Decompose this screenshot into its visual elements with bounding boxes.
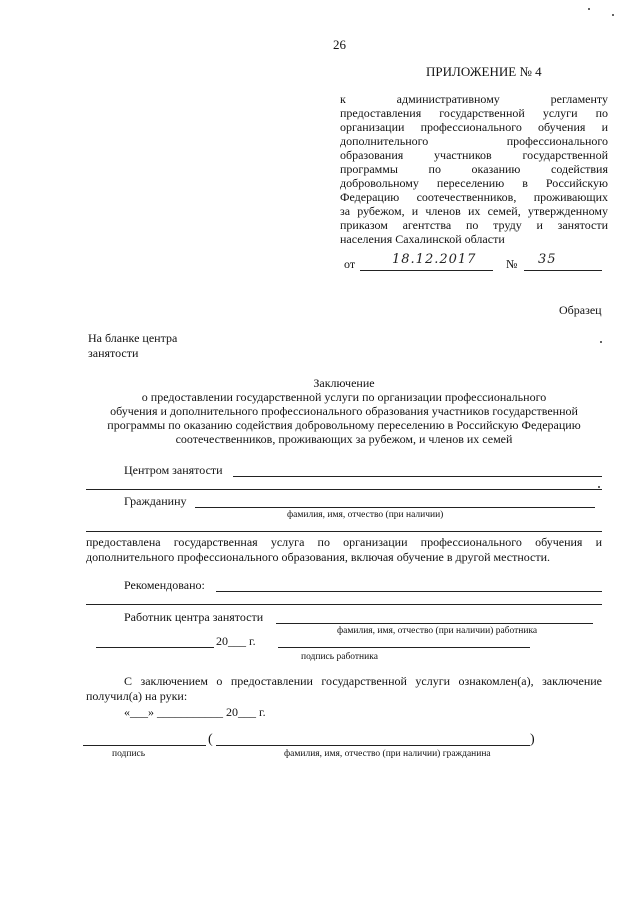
scan-speck bbox=[598, 486, 600, 488]
worker-sign-caption: подпись работника bbox=[301, 652, 378, 662]
worker-year-label: 20___ г. bbox=[216, 634, 256, 648]
from-label: от bbox=[344, 257, 356, 271]
appendix-line: к административному регламенту bbox=[340, 92, 608, 106]
letterhead-line: На бланке центра bbox=[88, 331, 178, 345]
recommended-field-line bbox=[216, 591, 602, 592]
appendix-line: за рубежом, и членов их семей, утвержденному bbox=[340, 204, 608, 218]
ack-line: С заключением о предоставлении государственной услуги ознакомлен(а), заключение bbox=[124, 674, 602, 688]
paren-open: ( bbox=[208, 732, 213, 747]
recommended-label: Рекомендовано: bbox=[124, 578, 205, 592]
conclusion-subtitle bbox=[0, 390, 640, 446]
center-label: Центром занятости bbox=[124, 463, 223, 477]
appendix-line: предоставления государственной услуги по bbox=[340, 106, 608, 120]
body-line: предоставлена государственная услуга по организации профессионального обучения и bbox=[86, 535, 602, 549]
citizen-field-line-2 bbox=[86, 531, 602, 532]
date-underline bbox=[360, 270, 493, 271]
scan-speck bbox=[588, 8, 590, 10]
letterhead-line: занятости bbox=[88, 346, 139, 360]
conclusion-title: Заключение bbox=[313, 376, 375, 390]
ack-date-line: «___» ___________ 20___ г. bbox=[124, 705, 266, 719]
ack-line: получил(а) на руки: bbox=[86, 689, 188, 703]
appendix-line: организации профессионального обучения и bbox=[340, 120, 608, 134]
handwritten-date: 18.12.2017 bbox=[392, 252, 477, 267]
sample-label: Образец bbox=[559, 303, 602, 317]
citizen-label: Гражданину bbox=[124, 494, 187, 508]
worker-date-line bbox=[96, 647, 214, 648]
appendix-line: приказом агентства по труду и занятости bbox=[340, 218, 608, 232]
worker-label: Работник центра занятости bbox=[124, 610, 264, 624]
final-name-line bbox=[216, 745, 530, 746]
recommended-field-line-2 bbox=[86, 604, 602, 605]
final-name-caption: фамилия, имя, отчество (при наличии) гражданина bbox=[284, 749, 491, 759]
worker-caption: фамилия, имя, отчество (при наличии) работника bbox=[337, 626, 538, 636]
paren-close: ) bbox=[530, 732, 535, 747]
final-sign-line bbox=[83, 745, 206, 746]
handwritten-number: 35 bbox=[538, 252, 557, 267]
appendix-line: программы по оказанию содействия bbox=[340, 162, 608, 176]
scan-speck bbox=[600, 341, 602, 343]
appendix-line: дополнительного профессионального bbox=[340, 134, 608, 148]
worker-sign-line bbox=[278, 647, 530, 648]
subtitle-line: обучения и дополнительного профессионального образования участников государственной bbox=[110, 404, 578, 418]
number-label: № bbox=[506, 257, 518, 271]
appendix-text bbox=[340, 92, 608, 246]
worker-field-line bbox=[276, 623, 593, 624]
citizen-caption: фамилия, имя, отчество (при наличии) bbox=[287, 510, 444, 520]
subtitle-line: программы по оказанию содействия добровольному переселению в Российскую Федерацию bbox=[107, 418, 581, 432]
citizen-field-line bbox=[195, 507, 595, 508]
subtitle-line: соотечественников, проживающих за рубежом, и членов их семей bbox=[175, 432, 513, 446]
appendix-line: Федерацию соотечественников, проживающих bbox=[340, 190, 608, 204]
final-sign-caption: подпись bbox=[112, 749, 146, 759]
appendix-title: ПРИЛОЖЕНИЕ № 4 bbox=[426, 64, 542, 79]
center-field-line-2 bbox=[86, 489, 602, 490]
center-field-line bbox=[233, 476, 602, 477]
scan-speck bbox=[612, 14, 614, 16]
number-underline bbox=[524, 270, 602, 271]
appendix-line: населения Сахалинской области bbox=[340, 232, 505, 246]
body-line: дополнительного профессионального образования, включая обучение в другой местности. bbox=[86, 550, 551, 564]
appendix-line: образования участников государственной bbox=[340, 148, 608, 162]
appendix-line: добровольному переселению в Российскую bbox=[340, 176, 608, 190]
subtitle-line: о предоставлении государственной услуги по организации профессионального bbox=[141, 390, 547, 404]
page-number: 26 bbox=[333, 37, 346, 52]
